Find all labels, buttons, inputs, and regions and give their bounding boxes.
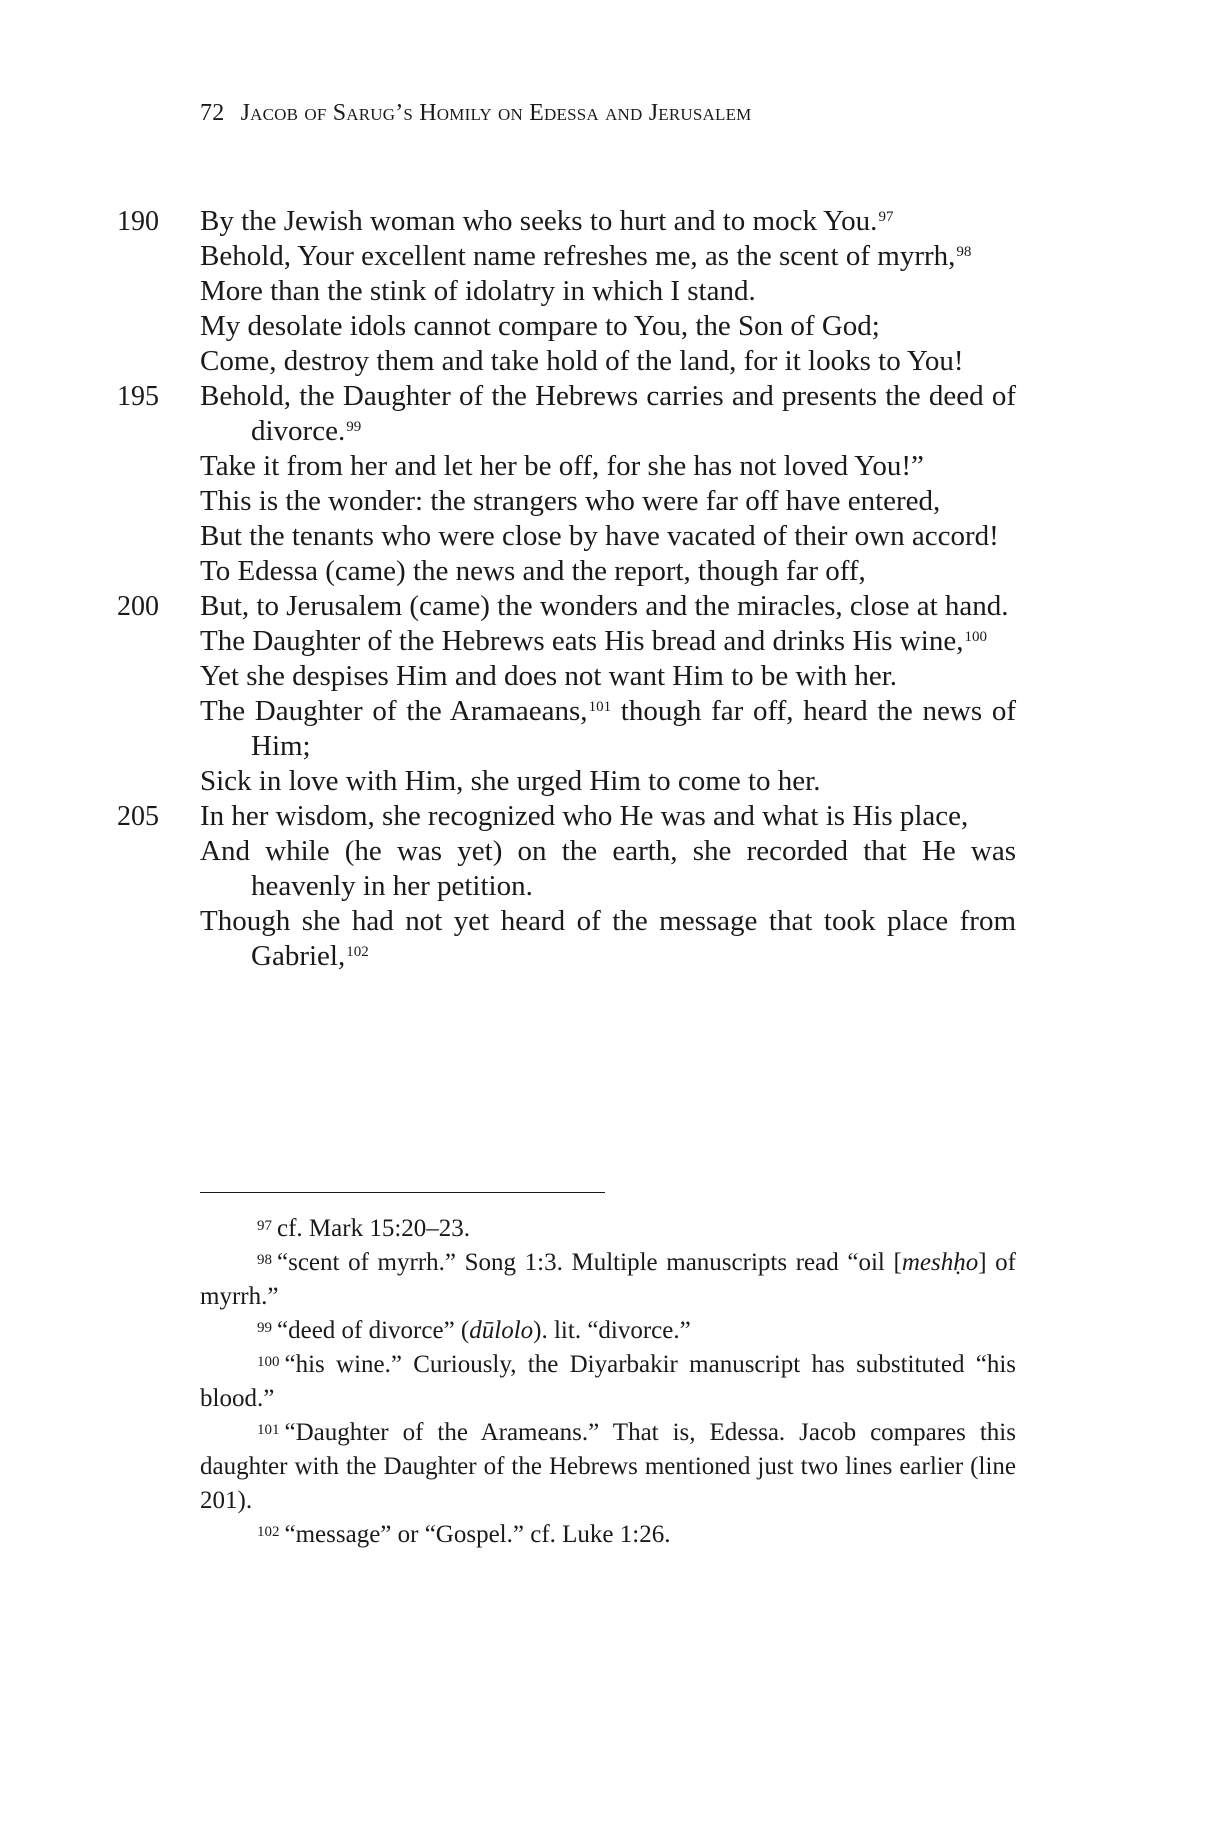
verse-line — [0, 799, 1016, 834]
footnote-ref: 102 — [346, 944, 369, 960]
verse-line — [0, 834, 1016, 904]
footnote-text: “Daughter of the Arameans.” That is, Edessa. Jacob compares this daughter with the Daughter of the Hebrews mentioned just two lines earlier (line 201). — [200, 1419, 1016, 1514]
verse-line — [0, 624, 1016, 659]
verse-text: More than the stink of idolatry in which I stand. — [200, 275, 756, 307]
verse-text: The Daughter of the Aramaeans, — [200, 695, 588, 727]
verse-line — [0, 379, 1016, 449]
footnote-ref: 101 — [588, 699, 612, 715]
verse-line — [0, 694, 1016, 764]
verse-line — [0, 204, 1016, 239]
verse-line — [0, 344, 1016, 379]
footnote-number: 102 — [257, 1524, 280, 1540]
verse-text: though far off, heard the news of Him; — [251, 695, 1017, 762]
footnotes — [200, 1212, 1016, 1552]
verse-text: To Edessa (came) the news and the report, though far off, — [200, 555, 866, 587]
line-number: 205 — [117, 801, 159, 832]
footnote-number: 100 — [257, 1354, 280, 1370]
verse-text: By the Jewish woman who seeks to hurt and to mock You. — [200, 205, 878, 237]
footnote-italic-term: meshḥo — [901, 1249, 979, 1276]
page-number: 72 — [200, 100, 225, 126]
line-number: 200 — [117, 591, 159, 622]
verse-text: In her wisdom, she recognized who He was and what is His place, — [200, 800, 969, 832]
verse-line — [0, 309, 1016, 344]
footnote-text: “deed of divorce” ( — [277, 1317, 470, 1344]
footnote-text: cf. Mark 15:20–23. — [277, 1215, 471, 1242]
footnote-text: ). lit. “divorce.” — [533, 1317, 691, 1344]
verse-text: But the tenants who were close by have vacated of their own accord! — [200, 520, 999, 552]
footnote-number: 98 — [257, 1252, 272, 1268]
footnote-ref: 97 — [878, 209, 894, 225]
footnote — [200, 1212, 1016, 1246]
line-number: 190 — [117, 206, 159, 237]
poem-text — [0, 204, 1218, 974]
footnote-number: 97 — [257, 1218, 272, 1234]
footnote — [200, 1246, 1016, 1314]
footnote-ref: 99 — [346, 419, 362, 435]
footnote-text: “scent of myrrh.” Song 1:3. Multiple manuscripts read “oil [ — [277, 1249, 902, 1276]
footnote-text: “his wine.” Curiously, the Diyarbakir manuscript has substituted “his blood.” — [200, 1351, 1016, 1412]
footnote-ref: 100 — [964, 629, 987, 645]
footnote-ref: 98 — [956, 244, 972, 260]
footnote — [200, 1348, 1016, 1416]
verse-line — [0, 519, 1016, 554]
running-title: Jacob of Sarug’s Homily on Edessa and Jerusalem — [240, 100, 752, 126]
verse-text: The Daughter of the Hebrews eats His bread and drinks His wine, — [200, 625, 964, 657]
verse-text: Sick in love with Him, she urged Him to come to her. — [200, 765, 821, 797]
footnote — [200, 1518, 1016, 1552]
verse-text: Come, destroy them and take hold of the land, for it looks to You! — [200, 345, 964, 377]
verse-text: But, to Jerusalem (came) the wonders and the miracles, close at hand. — [200, 590, 1009, 622]
verse-line — [0, 449, 1016, 484]
verse-text: Behold, Your excellent name refreshes me, as the scent of myrrh, — [200, 240, 956, 272]
footnote-text: “message” or “Gospel.” cf. Luke 1:26. — [284, 1521, 671, 1548]
verse-line — [0, 589, 1016, 624]
footnote-italic-term: dūlolo — [469, 1317, 534, 1344]
footnote-number: 101 — [257, 1422, 280, 1438]
verse-text: Behold, the Daughter of the Hebrews carries and presents the deed of divorce. — [200, 380, 1016, 447]
running-header — [200, 100, 751, 127]
verse-text: This is the wonder: the strangers who were far off have entered, — [200, 485, 941, 517]
verse-text: Take it from her and let her be off, for she has not loved You!” — [200, 450, 924, 482]
verse-text: And while (he was yet) on the earth, she recorded that He was heavenly in her petition. — [200, 835, 1016, 902]
verse-line — [0, 554, 1016, 589]
verse-line — [0, 659, 1016, 694]
verse-text: My desolate idols cannot compare to You, the Son of God; — [200, 310, 880, 342]
verse-line — [0, 764, 1016, 799]
verse-line — [0, 239, 1016, 274]
verse-text: Though she had not yet heard of the message that took place from Gabriel, — [200, 905, 1016, 972]
verse-line — [0, 904, 1016, 974]
footnote — [200, 1416, 1016, 1518]
verse-line — [0, 274, 1016, 309]
verse-line — [0, 484, 1016, 519]
footnote-divider — [200, 1192, 605, 1193]
footnote-text: ] of myrrh.” — [200, 1249, 1016, 1310]
verse-text: Yet she despises Him and does not want Him to be with her. — [200, 660, 898, 692]
footnote — [200, 1314, 1016, 1348]
footnote-number: 99 — [257, 1320, 272, 1336]
line-number: 195 — [117, 381, 159, 412]
